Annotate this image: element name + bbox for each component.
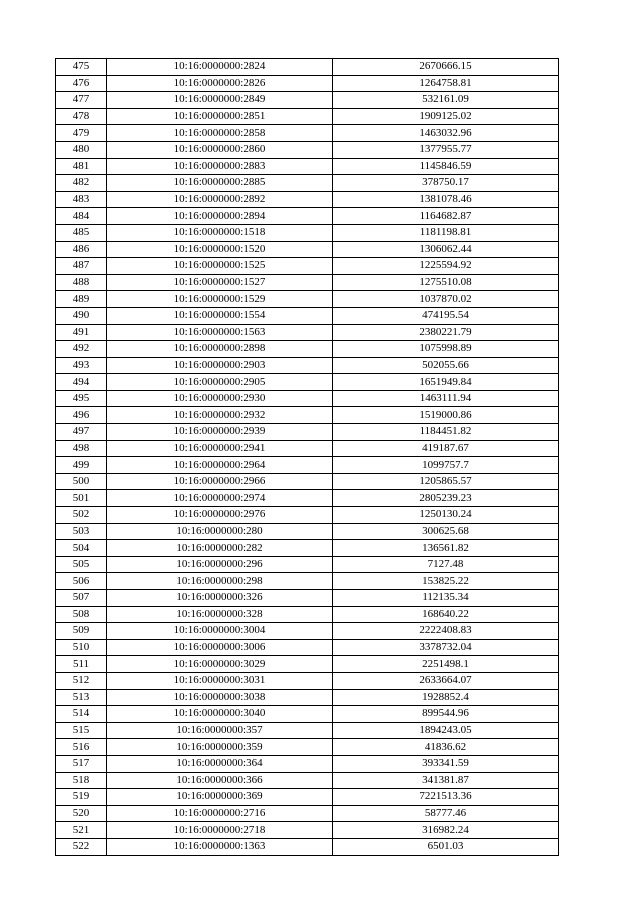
cadastral-number-cell: 10:16:0000000:1563	[107, 324, 333, 341]
row-number-cell: 496	[56, 407, 107, 424]
value-cell: 2380221.79	[333, 324, 559, 341]
cadastral-number-cell: 10:16:0000000:2826	[107, 75, 333, 92]
value-cell: 1463111.94	[333, 390, 559, 407]
row-number-cell: 522	[56, 838, 107, 855]
value-cell: 112135.34	[333, 590, 559, 607]
row-number-cell: 481	[56, 158, 107, 175]
cadastral-number-cell: 10:16:0000000:366	[107, 772, 333, 789]
cadastral-number-cell: 10:16:0000000:3004	[107, 623, 333, 640]
row-number-cell: 482	[56, 175, 107, 192]
value-cell: 136561.82	[333, 540, 559, 557]
row-number-cell: 493	[56, 357, 107, 374]
row-number-cell: 485	[56, 224, 107, 241]
value-cell: 393341.59	[333, 755, 559, 772]
cadastral-number-cell: 10:16:0000000:282	[107, 540, 333, 557]
table-row	[56, 324, 559, 341]
table-row	[56, 75, 559, 92]
table-row	[56, 407, 559, 424]
value-cell: 58777.46	[333, 805, 559, 822]
table-row	[56, 424, 559, 441]
table-row	[56, 175, 559, 192]
row-number-cell: 502	[56, 507, 107, 524]
row-number-cell: 513	[56, 689, 107, 706]
value-cell: 7221513.36	[333, 789, 559, 806]
table-row	[56, 739, 559, 756]
row-number-cell: 497	[56, 424, 107, 441]
row-number-cell: 521	[56, 822, 107, 839]
data-table	[55, 58, 559, 856]
value-cell: 1075998.89	[333, 341, 559, 358]
row-number-cell: 489	[56, 291, 107, 308]
table-row	[56, 108, 559, 125]
value-cell: 41836.62	[333, 739, 559, 756]
value-cell: 3378732.04	[333, 639, 559, 656]
row-number-cell: 519	[56, 789, 107, 806]
value-cell: 1184451.82	[333, 424, 559, 441]
row-number-cell: 495	[56, 390, 107, 407]
cadastral-number-cell: 10:16:0000000:1527	[107, 274, 333, 291]
table-row	[56, 540, 559, 557]
row-number-cell: 476	[56, 75, 107, 92]
cadastral-number-cell: 10:16:0000000:1518	[107, 224, 333, 241]
table-row	[56, 656, 559, 673]
row-number-cell: 508	[56, 606, 107, 623]
value-cell: 1275510.08	[333, 274, 559, 291]
value-cell: 300625.68	[333, 523, 559, 540]
row-number-cell: 491	[56, 324, 107, 341]
table-row	[56, 789, 559, 806]
value-cell: 1381078.46	[333, 191, 559, 208]
row-number-cell: 492	[56, 341, 107, 358]
row-number-cell: 475	[56, 59, 107, 76]
cadastral-number-cell: 10:16:0000000:2930	[107, 390, 333, 407]
row-number-cell: 517	[56, 755, 107, 772]
cadastral-number-cell: 10:16:0000000:328	[107, 606, 333, 623]
cadastral-number-cell: 10:16:0000000:2898	[107, 341, 333, 358]
value-cell: 1928852.4	[333, 689, 559, 706]
cadastral-number-cell: 10:16:0000000:2716	[107, 805, 333, 822]
cadastral-number-cell: 10:16:0000000:2718	[107, 822, 333, 839]
cadastral-number-cell: 10:16:0000000:2894	[107, 208, 333, 225]
row-number-cell: 510	[56, 639, 107, 656]
cadastral-number-cell: 10:16:0000000:2892	[107, 191, 333, 208]
row-number-cell: 507	[56, 590, 107, 607]
row-number-cell: 499	[56, 457, 107, 474]
value-cell: 1909125.02	[333, 108, 559, 125]
cadastral-number-cell: 10:16:0000000:2903	[107, 357, 333, 374]
cadastral-number-cell: 10:16:0000000:3038	[107, 689, 333, 706]
cadastral-number-cell: 10:16:0000000:2932	[107, 407, 333, 424]
table-row	[56, 556, 559, 573]
table-row	[56, 822, 559, 839]
cadastral-number-cell: 10:16:0000000:3029	[107, 656, 333, 673]
table-row	[56, 307, 559, 324]
row-number-cell: 480	[56, 141, 107, 158]
table-row	[56, 672, 559, 689]
cadastral-number-cell: 10:16:0000000:3040	[107, 706, 333, 723]
value-cell: 1145846.59	[333, 158, 559, 175]
table-row	[56, 224, 559, 241]
row-number-cell: 483	[56, 191, 107, 208]
table-row	[56, 208, 559, 225]
value-cell: 502055.66	[333, 357, 559, 374]
cadastral-number-cell: 10:16:0000000:280	[107, 523, 333, 540]
value-cell: 1181198.81	[333, 224, 559, 241]
table-row	[56, 689, 559, 706]
cadastral-number-cell: 10:16:0000000:1529	[107, 291, 333, 308]
cadastral-number-cell: 10:16:0000000:3031	[107, 672, 333, 689]
cadastral-number-cell: 10:16:0000000:2976	[107, 507, 333, 524]
row-number-cell: 486	[56, 241, 107, 258]
table-row	[56, 125, 559, 142]
cadastral-number-cell: 10:16:0000000:2939	[107, 424, 333, 441]
cadastral-number-cell: 10:16:0000000:298	[107, 573, 333, 590]
value-cell: 2633664.07	[333, 672, 559, 689]
table-row	[56, 573, 559, 590]
table-row	[56, 191, 559, 208]
value-cell: 899544.96	[333, 706, 559, 723]
table-row	[56, 838, 559, 855]
value-cell: 1377955.77	[333, 141, 559, 158]
row-number-cell: 498	[56, 440, 107, 457]
value-cell: 7127.48	[333, 556, 559, 573]
value-cell: 1894243.05	[333, 722, 559, 739]
table-row	[56, 241, 559, 258]
value-cell: 2251498.1	[333, 656, 559, 673]
value-cell: 153825.22	[333, 573, 559, 590]
table-row	[56, 274, 559, 291]
value-cell: 1651949.84	[333, 374, 559, 391]
row-number-cell: 503	[56, 523, 107, 540]
cadastral-number-cell: 10:16:0000000:3006	[107, 639, 333, 656]
value-cell: 2222408.83	[333, 623, 559, 640]
cadastral-number-cell: 10:16:0000000:2849	[107, 92, 333, 109]
row-number-cell: 487	[56, 258, 107, 275]
cadastral-number-cell: 10:16:0000000:2851	[107, 108, 333, 125]
cadastral-number-cell: 10:16:0000000:326	[107, 590, 333, 607]
value-cell: 419187.67	[333, 440, 559, 457]
row-number-cell: 509	[56, 623, 107, 640]
table-row	[56, 755, 559, 772]
table-row	[56, 440, 559, 457]
value-cell: 1463032.96	[333, 125, 559, 142]
row-number-cell: 504	[56, 540, 107, 557]
table-row	[56, 623, 559, 640]
cadastral-number-cell: 10:16:0000000:2824	[107, 59, 333, 76]
table-row	[56, 357, 559, 374]
table-row	[56, 490, 559, 507]
row-number-cell: 479	[56, 125, 107, 142]
row-number-cell: 505	[56, 556, 107, 573]
table-row	[56, 291, 559, 308]
table-row	[56, 805, 559, 822]
row-number-cell: 478	[56, 108, 107, 125]
table-row	[56, 606, 559, 623]
value-cell: 532161.09	[333, 92, 559, 109]
row-number-cell: 506	[56, 573, 107, 590]
row-number-cell: 515	[56, 722, 107, 739]
cadastral-number-cell: 10:16:0000000:1363	[107, 838, 333, 855]
value-cell: 1264758.81	[333, 75, 559, 92]
cadastral-number-cell: 10:16:0000000:2860	[107, 141, 333, 158]
table-row	[56, 141, 559, 158]
value-cell: 1250130.24	[333, 507, 559, 524]
row-number-cell: 484	[56, 208, 107, 225]
row-number-cell: 518	[56, 772, 107, 789]
row-number-cell: 516	[56, 739, 107, 756]
value-cell: 2805239.23	[333, 490, 559, 507]
cadastral-number-cell: 10:16:0000000:2858	[107, 125, 333, 142]
cadastral-number-cell: 10:16:0000000:2974	[107, 490, 333, 507]
table-row	[56, 639, 559, 656]
table-row	[56, 390, 559, 407]
value-cell: 168640.22	[333, 606, 559, 623]
table-row	[56, 772, 559, 789]
row-number-cell: 514	[56, 706, 107, 723]
value-cell: 6501.03	[333, 838, 559, 855]
value-cell: 1306062.44	[333, 241, 559, 258]
row-number-cell: 490	[56, 307, 107, 324]
table-row	[56, 706, 559, 723]
value-cell: 1205865.57	[333, 473, 559, 490]
cadastral-number-cell: 10:16:0000000:296	[107, 556, 333, 573]
table-row	[56, 59, 559, 76]
cadastral-number-cell: 10:16:0000000:364	[107, 755, 333, 772]
row-number-cell: 501	[56, 490, 107, 507]
value-cell: 378750.17	[333, 175, 559, 192]
cadastral-number-cell: 10:16:0000000:1554	[107, 307, 333, 324]
table-row	[56, 590, 559, 607]
cadastral-number-cell: 10:16:0000000:2885	[107, 175, 333, 192]
table-row	[56, 473, 559, 490]
cadastral-number-cell: 10:16:0000000:2964	[107, 457, 333, 474]
cadastral-number-cell: 10:16:0000000:357	[107, 722, 333, 739]
cadastral-number-cell: 10:16:0000000:369	[107, 789, 333, 806]
value-cell: 2670666.15	[333, 59, 559, 76]
table-body	[56, 59, 559, 856]
table-row	[56, 258, 559, 275]
row-number-cell: 520	[56, 805, 107, 822]
value-cell: 474195.54	[333, 307, 559, 324]
cadastral-number-cell: 10:16:0000000:2883	[107, 158, 333, 175]
table-row	[56, 158, 559, 175]
value-cell: 1099757.7	[333, 457, 559, 474]
table-row	[56, 374, 559, 391]
table-row	[56, 523, 559, 540]
cadastral-number-cell: 10:16:0000000:1520	[107, 241, 333, 258]
cadastral-number-cell: 10:16:0000000:2941	[107, 440, 333, 457]
value-cell: 1519000.86	[333, 407, 559, 424]
cadastral-number-cell: 10:16:0000000:2905	[107, 374, 333, 391]
cadastral-number-cell: 10:16:0000000:1525	[107, 258, 333, 275]
value-cell: 1164682.87	[333, 208, 559, 225]
row-number-cell: 511	[56, 656, 107, 673]
table-row	[56, 507, 559, 524]
row-number-cell: 488	[56, 274, 107, 291]
table-row	[56, 457, 559, 474]
row-number-cell: 477	[56, 92, 107, 109]
cadastral-number-cell: 10:16:0000000:359	[107, 739, 333, 756]
value-cell: 341381.87	[333, 772, 559, 789]
value-cell: 316982.24	[333, 822, 559, 839]
table-row	[56, 722, 559, 739]
value-cell: 1225594.92	[333, 258, 559, 275]
row-number-cell: 500	[56, 473, 107, 490]
cadastral-number-cell: 10:16:0000000:2966	[107, 473, 333, 490]
row-number-cell: 512	[56, 672, 107, 689]
table-row	[56, 341, 559, 358]
value-cell: 1037870.02	[333, 291, 559, 308]
table-row	[56, 92, 559, 109]
row-number-cell: 494	[56, 374, 107, 391]
